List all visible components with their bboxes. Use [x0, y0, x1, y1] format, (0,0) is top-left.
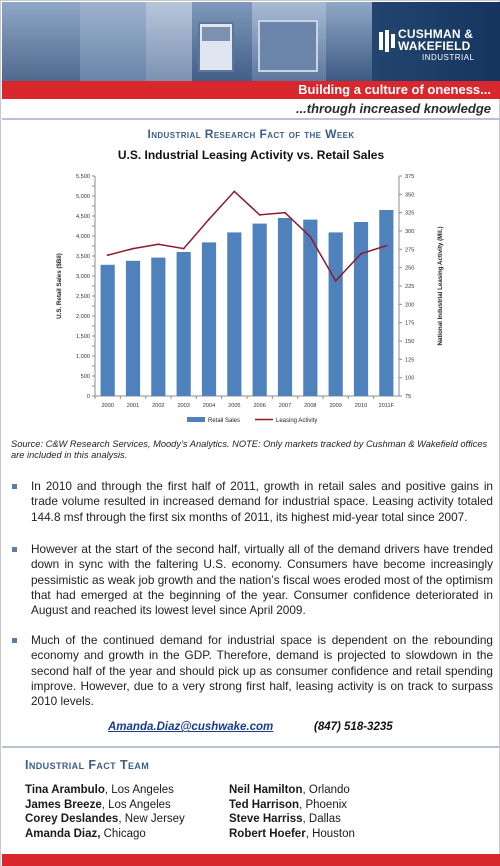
y-tick-label: 5,500 [76, 174, 90, 180]
member-name: Robert Hoefer [229, 827, 306, 840]
banner-photo-warehouse [80, 2, 146, 81]
point-leasing-activity [259, 214, 261, 216]
point-leasing-activity [360, 253, 362, 255]
team-member [25, 798, 185, 813]
member-city: , Los Angeles [101, 798, 171, 811]
bullet-item [9, 479, 493, 525]
y-tick-label: 0 [86, 394, 90, 400]
y-tick-label: 3,500 [76, 254, 90, 260]
bar-retail-sales [151, 258, 165, 396]
y-tick-label: 1,000 [76, 354, 90, 360]
y-tick-label: 1,500 [76, 334, 90, 340]
bullet-text: However at the start of the second half, virtually all of the demand drivers have trended down in sync with the faltering U.S. economy. Consumers have become increasingly pessimistic as weak job growth and the nation’s fiscal woes eroded most of the optimism that had emerged at the beginning of the year. Consumer confidence deteriorated in August and reached its lowest level since April 2009. [31, 542, 493, 618]
x-tick-label: 2007 [278, 403, 292, 409]
y2-axis-title: National Industrial Leasing Activity (Mil.) [437, 226, 444, 346]
y2-tick-label: 150 [405, 339, 415, 345]
x-tick-label: 2010 [354, 403, 368, 409]
team-member [25, 783, 185, 798]
y-tick-label: 4,000 [76, 234, 90, 240]
truck-window [202, 27, 230, 41]
team-member [25, 812, 185, 827]
brand-name-line1: CUSHMAN & [398, 27, 474, 41]
fact-of-week-title: Industrial Research Fact of the Week [147, 127, 355, 141]
x-tick-label: 2006 [253, 403, 266, 409]
y2-tick-label: 350 [405, 192, 415, 199]
bar-retail-sales [278, 218, 292, 396]
team-member [229, 827, 355, 842]
banner-photo-building [326, 2, 374, 81]
team-title: Industrial Fact Team [25, 758, 150, 772]
y2-tick-label: 225 [405, 284, 415, 290]
member-city: , Houston [305, 827, 355, 840]
member-name: Ted Harrison [229, 798, 300, 811]
point-leasing-activity [107, 254, 109, 256]
x-tick-label: 2001 [126, 403, 140, 409]
header-banner [2, 2, 500, 81]
tagline: Building a culture of oneness... [298, 82, 491, 97]
banner-photo-shelves [146, 2, 192, 81]
team-list-left [25, 783, 185, 841]
y-tick-label: 3,000 [76, 274, 90, 280]
chart-title: U.S. Industrial Leasing Activity vs. Retail Sales [117, 148, 385, 162]
point-leasing-activity [132, 248, 134, 250]
y2-tick-label: 100 [405, 375, 415, 382]
member-city: , Phoenix [299, 798, 348, 811]
point-leasing-activity [157, 243, 159, 245]
source-note: Source: C&W Research Services, Moody’s Analytics. NOTE: Only markets tracked by Cushman & Wakefield offices are included in this analysis. [11, 439, 488, 460]
member-name: James Breeze [25, 798, 102, 811]
x-tick-label: 2011F [378, 403, 395, 409]
y2-tick-label: 75 [405, 394, 412, 400]
x-tick-label: 2002 [152, 403, 165, 409]
tagline-secondary: ...through increased knowledge [295, 101, 491, 116]
bullet-marker-icon [9, 479, 31, 525]
brand-name-line2: WAKEFIELD [398, 39, 471, 53]
loading-dock-icon [258, 20, 318, 72]
member-city: , Los Angeles [104, 784, 174, 796]
bullet-text: In 2010 and through the first half of 2011, growth in retail sales and positive gains in trade volume resulted in increased demand for industrial space. Leasing activity totaled 144.8 msf through the first six months of 2011, its highest mid-year total since 2007. [31, 479, 493, 524]
bar-retail-sales [227, 232, 241, 396]
x-tick-label: 2004 [202, 403, 216, 409]
bar-retail-sales [126, 261, 140, 396]
member-city: , New Jersey [118, 813, 185, 826]
x-tick-label: 2000 [101, 403, 114, 409]
divider [2, 118, 500, 120]
bar-retail-sales [202, 242, 216, 396]
bar-retail-sales [329, 232, 343, 396]
y2-tick-label: 250 [405, 265, 415, 272]
leasing-vs-retail-chart [47, 164, 447, 434]
contact-email-link[interactable]: Amanda.Diaz@cushwake.com [108, 721, 274, 733]
y-tick-label: 2,500 [76, 294, 90, 300]
team-member [229, 798, 355, 813]
team-list-right [229, 783, 355, 841]
member-name: Tina Arambulo [25, 784, 105, 796]
team-member [229, 812, 355, 827]
footer-bar [2, 854, 500, 866]
contact-phone: (847) 518-3235 [314, 721, 393, 733]
bar-retail-sales [253, 224, 267, 396]
bullet-text: Much of the continued demand for industrial space is dependent on the rebounding economy and growth in the GDP. Therefore, demand is projected to slowdown in the second half of the year and should pick up as consumer confidence and retail spending improve. However, due to a very strong first half, leasing activity is on track to surpass 2010 levels. [31, 633, 493, 709]
cushman-wakefield-logo-icon [378, 30, 396, 52]
y2-tick-label: 200 [405, 302, 415, 309]
bullet-item [9, 542, 493, 618]
legend-label-retail: Retail Sales [208, 418, 241, 424]
y-tick-label: 500 [80, 374, 90, 380]
member-city: , Dallas [302, 813, 341, 826]
member-name: Steve Harriss [229, 813, 303, 826]
y2-tick-label: 375 [405, 174, 415, 180]
bullet-item [9, 633, 493, 709]
brand-subtitle: INDUSTRIAL [422, 53, 475, 62]
bar-retail-sales [177, 252, 191, 396]
point-leasing-activity [183, 248, 185, 250]
x-tick-label: 2005 [228, 403, 241, 409]
y2-tick-label: 175 [405, 320, 415, 327]
point-leasing-activity [284, 212, 286, 214]
bullet-marker-icon [9, 542, 31, 618]
y2-tick-label: 275 [405, 247, 415, 254]
bar-retail-sales [101, 265, 115, 396]
member-city: Chicago [100, 827, 146, 840]
legend-label-leasing: Leasing Activity [276, 418, 318, 424]
y-axis-title: U.S. Retail Sales ($Bil) [56, 253, 63, 319]
point-leasing-activity [309, 236, 311, 238]
x-tick-label: 2008 [304, 403, 317, 409]
point-leasing-activity [385, 245, 387, 247]
legend-swatch-retail [187, 417, 205, 422]
y2-tick-label: 125 [405, 357, 415, 364]
x-tick-label: 2009 [329, 403, 342, 409]
y2-tick-label: 325 [405, 210, 415, 217]
bullet-marker-icon [9, 633, 31, 709]
y2-tick-label: 300 [405, 229, 415, 235]
team-member [25, 827, 185, 842]
banner-photo-industrial [2, 2, 80, 81]
divider [2, 746, 500, 748]
y-tick-label: 5,000 [76, 194, 90, 200]
y-tick-label: 4,500 [76, 214, 90, 220]
point-leasing-activity [233, 191, 235, 193]
x-tick-label: 2003 [177, 403, 190, 409]
member-name: Corey Deslandes [25, 813, 119, 826]
team-member [229, 783, 355, 798]
bar-retail-sales [379, 210, 393, 396]
y-tick-label: 2,000 [76, 314, 90, 320]
point-leasing-activity [208, 218, 210, 220]
point-leasing-activity [335, 280, 337, 282]
member-city: , Orlando [302, 784, 350, 796]
member-name: Amanda Diaz, [25, 827, 101, 840]
member-name: Neil Hamilton [229, 784, 303, 796]
line-leasing-activity [108, 191, 387, 280]
bar-retail-sales [354, 222, 368, 396]
